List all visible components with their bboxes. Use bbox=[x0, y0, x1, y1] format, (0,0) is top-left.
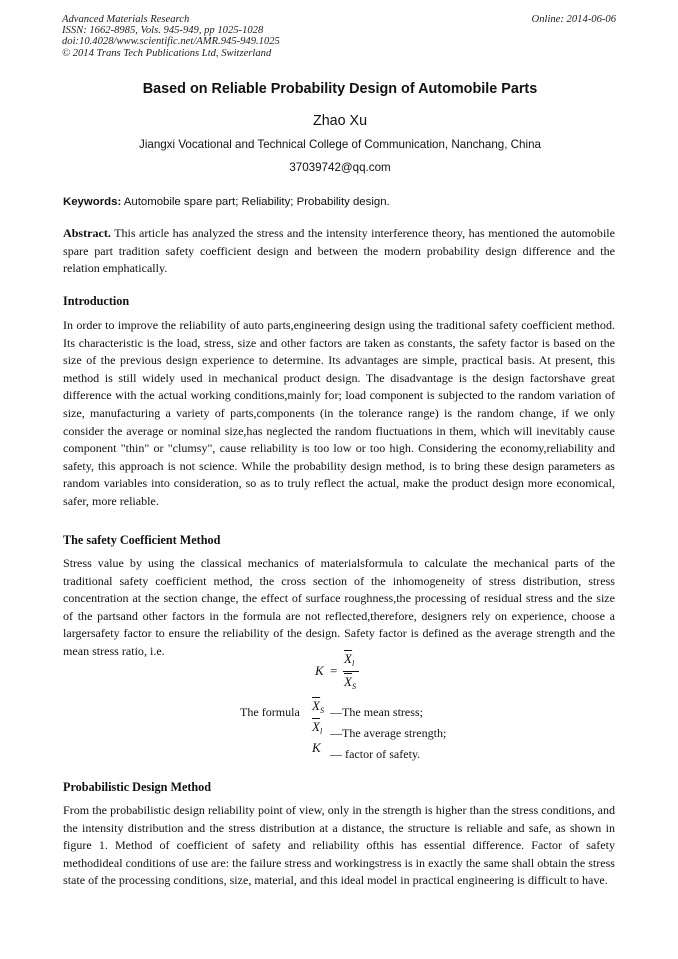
safety-factor-formula bbox=[315, 651, 375, 693]
abstract-label: Abstract. bbox=[63, 226, 111, 240]
paper-title: Based on Reliable Probability Design of Automobile Parts bbox=[142, 81, 538, 97]
affiliation: Jiangxi Vocational and Technical College of Communication, Nanchang, China bbox=[139, 138, 541, 151]
abstract bbox=[63, 225, 615, 278]
probabilistic-text: From the probabilistic design reliability point of view, only in the strength is higher than the stress conditions, and the intensity distribution and the stress distribution at a distance, the structure is reliable and safe, as shown in figure 1. Method of coefficient of safety and reliability ofthis has essential difference. Factor of safety methodideal conditions of use are: the failure stress and workingstress is in exactly the same shall obtain the stress state of the processing conditions, size, material, and this ideal model in practical engineering is difficult to have. bbox=[63, 803, 615, 888]
definition-desc: — factor of safety. bbox=[330, 747, 421, 761]
journal-header bbox=[62, 14, 618, 59]
doi-line: doi:10.4028/www.scientific.net/AMR.945-949.1025 bbox=[62, 36, 280, 48]
fraction-bar bbox=[343, 671, 359, 672]
introduction-text: In order to improve the reliability of auto parts,engineering design using the traditional safety coefficient method. Its characteristic is the load, stress, size and other factors are taken as constants, the safety factor is based on the size of the previous design experience to determine. Its advantages are simple, practical basis. At present, this method is still widely used in mechanical product design. The disadvantage is the design factorshave great difference with the actual working conditions,mainly for; load component is subjected to the random variation of size, manufacturing a variety of parts,components (in the tolerance range) is the random change, if we only consider the average or nominal size,has neglected the random fluctuations in them, which will inevitably cause component "thin" or "clumsy", cause reliability is too low or too high. Considering the economy,reliability and safety, this approach is not science. While the probability design method, is to bring these design parameters as random variables into consideration, so as to truly reflect the actual, make the product design more economical, safer, more reliable. bbox=[63, 318, 615, 508]
online-date: Online: 2014-06-06 bbox=[531, 14, 616, 25]
definitions-lead: The formula bbox=[240, 705, 300, 719]
journal-name: Advanced Materials Research bbox=[62, 14, 190, 25]
probabilistic-heading: Probabilistic Design Method bbox=[63, 780, 212, 794]
introduction-heading: Introduction bbox=[63, 294, 130, 308]
keywords bbox=[63, 196, 617, 208]
issn-line: ISSN: 1662-8985, Vols. 945-949, pp 1025-1028 bbox=[62, 25, 264, 37]
copyright-line: © 2014 Trans Tech Publications Ltd, Switzerland bbox=[62, 47, 272, 59]
safety-text: Stress value by using the classical mechanics of materialsformula to calculate the mechanical parts of the traditional safety coefficient method, the cross section of the inhomogeneity of stress distribution, stress concentration at the section change, the effect of surface roughness,the processing of residual stress and the size of the partsand other factors in the formula are not reflected,therefore, designers rely on experience, choose a largersafety factor to ensure the reliability of the design. Safety factor is defined as the average strength and the mean stress ratio, i.e. bbox=[63, 556, 615, 658]
keywords-text: Automobile spare part; Reliability; Probability design. bbox=[123, 196, 390, 208]
author-email: 37039742@qq.com bbox=[289, 161, 391, 174]
definition-desc: —The average strength; bbox=[330, 726, 447, 740]
abstract-text: This article has analyzed the stress and the intensity interference theory, has mentioned the automobile spare part tradition safety coefficient design and between the modern probability design difference and the relation emphatically. bbox=[63, 226, 615, 276]
formula-denominator: $\overline{X}_S$ bbox=[344, 674, 356, 691]
formula-numerator: $\overline{X}_l$ bbox=[344, 651, 355, 668]
formula-equals: = bbox=[330, 663, 338, 678]
definition-desc: —The mean stress; bbox=[330, 705, 424, 719]
formula-lhs: K bbox=[315, 663, 324, 678]
definition-symbol: $\overline{X}_S$ bbox=[312, 698, 324, 715]
definition-symbol: $\overline{X}_l$ bbox=[312, 719, 323, 736]
keywords-label: Keywords: bbox=[63, 196, 122, 208]
author-name: Zhao Xu bbox=[312, 113, 368, 129]
safety-heading: The safety Coefficient Method bbox=[63, 533, 221, 547]
definition-symbol: K bbox=[312, 740, 321, 755]
